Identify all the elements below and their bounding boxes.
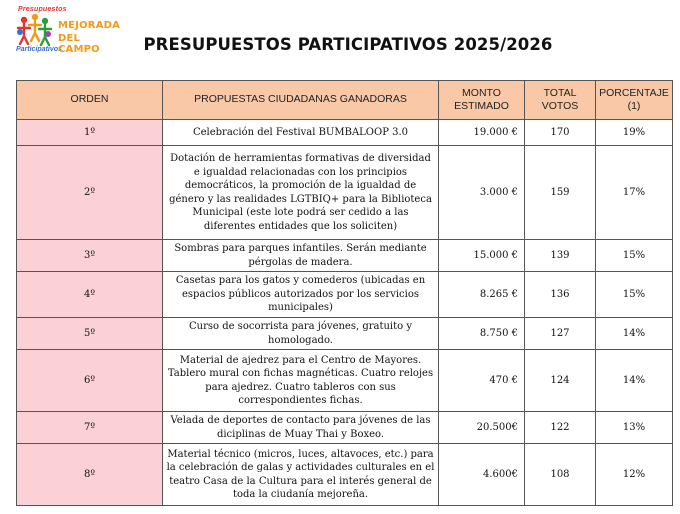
table-row [17, 444, 673, 506]
table-row [17, 350, 673, 412]
cell-votos: 127 [525, 318, 596, 350]
cell-votos: 136 [525, 272, 596, 318]
table-row [17, 146, 673, 240]
cell-monto: 19.000 € [439, 120, 525, 146]
cell-porcentaje: 15% [596, 272, 673, 318]
table-row [17, 412, 673, 444]
table-row [17, 272, 673, 318]
cell-monto: 3.000 € [439, 146, 525, 240]
table-row [17, 240, 673, 272]
cell-porcentaje: 12% [596, 444, 673, 506]
cell-votos: 122 [525, 412, 596, 444]
cell-propuesta: Material técnico (micros, luces, altavoces, etc.) para la celebración de galas y actividades culturales en el teatro Casa de la Cultura para el interés general de toda la ciudanía mejoreña. [163, 444, 439, 506]
cell-votos: 108 [525, 444, 596, 506]
cell-porcentaje: 13% [596, 412, 673, 444]
cell-orden: 8º [17, 444, 163, 506]
proposals-table [16, 80, 673, 506]
header-votos: TOTAL VOTOS [525, 81, 596, 120]
cell-orden: 5º [17, 318, 163, 350]
cell-porcentaje: 14% [596, 318, 673, 350]
table-row [17, 120, 673, 146]
header-propuestas: PROPUESTAS CIUDADANAS GANADORAS [163, 81, 439, 120]
cell-propuesta: Dotación de herramientas formativas de diversidad e igualdad relacionadas con los principios democráticos, la promoción de la igualdad de género y las realidades LGTBIQ+ para la Biblioteca Municipal (este lote podrá ser cedido a las diferentes entidades que los soliciten) [163, 146, 439, 240]
cell-monto: 15.000 € [439, 240, 525, 272]
table-row [17, 318, 673, 350]
cell-monto: 4.600€ [439, 444, 525, 506]
cell-porcentaje: 14% [596, 350, 673, 412]
cell-monto: 470 € [439, 350, 525, 412]
cell-porcentaje: 15% [596, 240, 673, 272]
cell-orden: 2º [17, 146, 163, 240]
cell-votos: 170 [525, 120, 596, 146]
cell-monto: 8.750 € [439, 318, 525, 350]
header-orden: ORDEN [17, 81, 163, 120]
cell-porcentaje: 17% [596, 146, 673, 240]
cell-orden: 7º [17, 412, 163, 444]
cell-propuesta: Casetas para los gatos y comederos (ubicadas en espacios públicos autorizados por los servicios municipales) [163, 272, 439, 318]
header-porcentaje: PORCENTAJE (1) [596, 81, 673, 120]
cell-propuesta: Celebración del Festival BUMBALOOP 3.0 [163, 120, 439, 146]
cell-propuesta: Curso de socorrista para jóvenes, gratuito y homologado. [163, 318, 439, 350]
cell-orden: 1º [17, 120, 163, 146]
header-monto: MONTO ESTIMADO [439, 81, 525, 120]
logo-name-line1: MEJORADA [58, 20, 121, 31]
cell-votos: 159 [525, 146, 596, 240]
cell-votos: 124 [525, 350, 596, 412]
cell-monto: 20.500€ [439, 412, 525, 444]
cell-propuesta: Sombras para parques infantiles. Serán mediante pérgolas de madera. [163, 240, 439, 272]
cell-propuesta: Material de ajedrez para el Centro de Mayores. Tablero mural con fichas magnéticas. Cuatro relojes para ajedrez. Cuatro tableros con sus correspondientes fichas. [163, 350, 439, 412]
cell-propuesta: Velada de deportes de contacto para jóvenes de las diciplinas de Muay Thai y Boxeo. [163, 412, 439, 444]
logo-bottom-text: Participativos [16, 46, 62, 53]
cell-orden: 4º [17, 272, 163, 318]
table-header-row [17, 81, 673, 120]
logo-name-line2: DEL CAMPO [58, 33, 100, 55]
cell-orden: 3º [17, 240, 163, 272]
page-title: PRESUPUESTOS PARTICIPATIVOS 2025/2026 [143, 35, 553, 54]
cell-porcentaje: 19% [596, 120, 673, 146]
cell-monto: 8.265 € [439, 272, 525, 318]
logo-top-text: Presupuestos [18, 6, 67, 13]
cell-votos: 139 [525, 240, 596, 272]
cell-orden: 6º [17, 350, 163, 412]
